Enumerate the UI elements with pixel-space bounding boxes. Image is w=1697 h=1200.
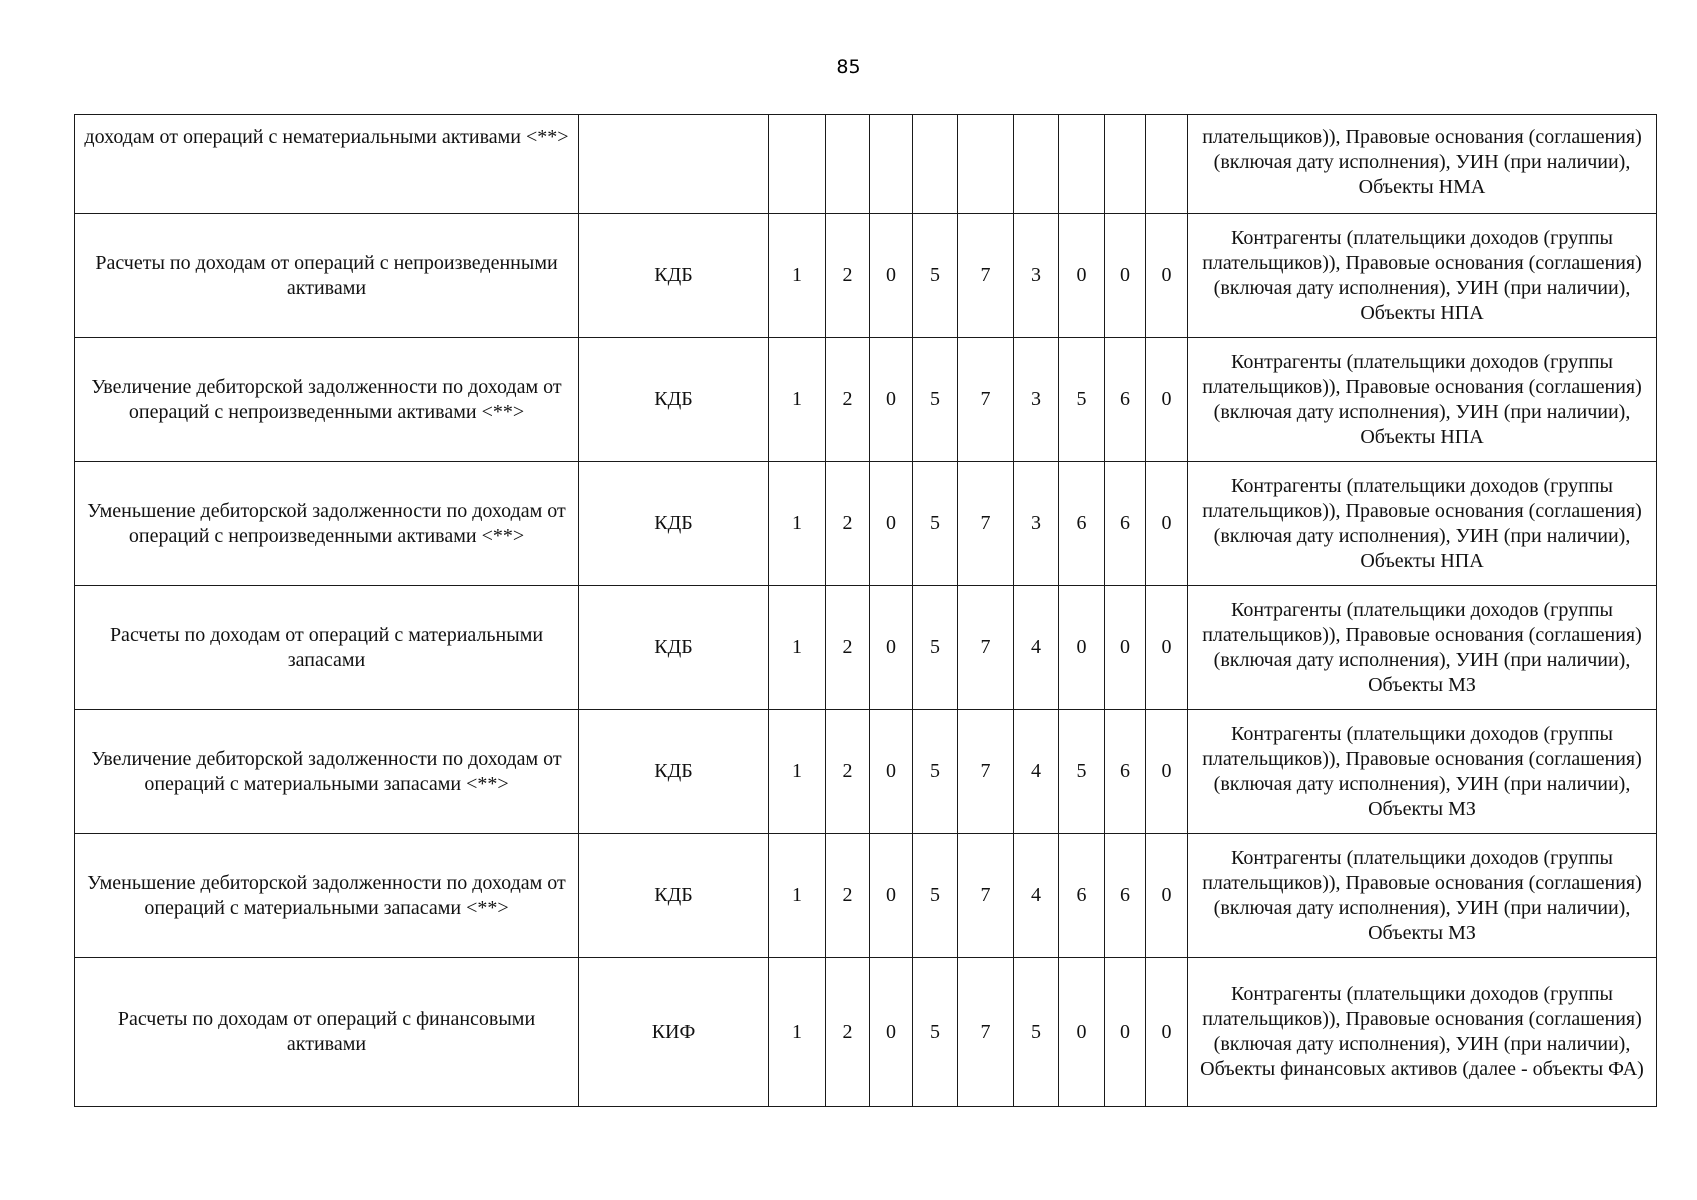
digit-cell: 2 (826, 958, 870, 1107)
digit-cell: 6 (1105, 338, 1146, 462)
digit-cell: 5 (913, 710, 958, 834)
digit-cell: 0 (1059, 214, 1105, 338)
digit-cell: 7 (958, 214, 1014, 338)
digit-cell: 0 (870, 834, 913, 958)
digit-cell: 0 (1146, 586, 1188, 710)
account-name-cell: доходам от операций с нематериальными активами <**> (75, 115, 579, 214)
digit-cell (1014, 115, 1059, 214)
table-row (75, 710, 1657, 834)
code-cell: КИФ (579, 958, 769, 1107)
digit-cell (826, 115, 870, 214)
account-name-cell: Увеличение дебиторской задолженности по доходам от операций с непроизведенными активами <**> (75, 338, 579, 462)
analytics-cell: Контрагенты (плательщики доходов (группы плательщиков)), Правовые основания (соглашения) (включая дату исполнения), УИН (при наличии), Объекты финансовых активов (далее - объекты ФА) (1188, 958, 1657, 1107)
account-name-cell: Расчеты по доходам от операций с финансовыми активами (75, 958, 579, 1107)
digit-cell: 0 (870, 462, 913, 586)
analytics-cell: Контрагенты (плательщики доходов (группы плательщиков)), Правовые основания (соглашения) (включая дату исполнения), УИН (при наличии), Объекты МЗ (1188, 710, 1657, 834)
digit-cell: 2 (826, 214, 870, 338)
digit-cell: 0 (870, 586, 913, 710)
digit-cell: 6 (1105, 834, 1146, 958)
table-row (75, 338, 1657, 462)
digit-cell: 0 (1146, 958, 1188, 1107)
digit-cell: 4 (1014, 834, 1059, 958)
code-cell: КДБ (579, 834, 769, 958)
digit-cell: 6 (1105, 710, 1146, 834)
digit-cell: 2 (826, 586, 870, 710)
analytics-cell: Контрагенты (плательщики доходов (группы плательщиков)), Правовые основания (соглашения) (включая дату исполнения), УИН (при наличии), Объекты НПА (1188, 214, 1657, 338)
digit-cell: 5 (913, 586, 958, 710)
digit-cell: 5 (913, 958, 958, 1107)
digit-cell: 6 (1059, 834, 1105, 958)
digit-cell: 5 (1059, 338, 1105, 462)
digit-cell: 7 (958, 710, 1014, 834)
account-name-cell: Уменьшение дебиторской задолженности по доходам от операций с непроизведенными активами <**> (75, 462, 579, 586)
digit-cell: 7 (958, 958, 1014, 1107)
digit-cell (958, 115, 1014, 214)
digit-cell: 3 (1014, 214, 1059, 338)
table-row (75, 462, 1657, 586)
digit-cell: 3 (1014, 462, 1059, 586)
page-number: 85 (836, 56, 861, 78)
table-row (75, 214, 1657, 338)
digit-cell: 6 (1059, 462, 1105, 586)
accounts-table (74, 114, 1657, 1107)
digit-cell (1059, 115, 1105, 214)
digit-cell: 3 (1014, 338, 1059, 462)
digit-cell: 7 (958, 586, 1014, 710)
digit-cell: 1 (769, 958, 826, 1107)
digit-cell: 2 (826, 834, 870, 958)
digit-cell: 0 (1146, 710, 1188, 834)
analytics-cell: Контрагенты (плательщики доходов (группы плательщиков)), Правовые основания (соглашения) (включая дату исполнения), УИН (при наличии), Объекты МЗ (1188, 586, 1657, 710)
digit-cell: 0 (1146, 338, 1188, 462)
digit-cell: 0 (870, 958, 913, 1107)
digit-cell: 0 (1105, 214, 1146, 338)
code-cell: КДБ (579, 338, 769, 462)
analytics-cell: Контрагенты (плательщики доходов (группы плательщиков)), Правовые основания (соглашения) (включая дату исполнения), УИН (при наличии), Объекты МЗ (1188, 834, 1657, 958)
digit-cell: 0 (1059, 586, 1105, 710)
digit-cell: 0 (1146, 834, 1188, 958)
digit-cell: 1 (769, 462, 826, 586)
digit-cell: 0 (1059, 958, 1105, 1107)
digit-cell: 1 (769, 834, 826, 958)
digit-cell: 0 (870, 710, 913, 834)
digit-cell: 0 (1105, 958, 1146, 1107)
digit-cell (1146, 115, 1188, 214)
digit-cell (769, 115, 826, 214)
digit-cell: 5 (1014, 958, 1059, 1107)
code-cell: КДБ (579, 586, 769, 710)
analytics-cell: Контрагенты (плательщики доходов (группы плательщиков)), Правовые основания (соглашения) (включая дату исполнения), УИН (при наличии), Объекты НПА (1188, 338, 1657, 462)
digit-cell: 2 (826, 710, 870, 834)
digit-cell: 5 (913, 834, 958, 958)
digit-cell: 4 (1014, 586, 1059, 710)
account-name-cell: Расчеты по доходам от операций с непроизведенными активами (75, 214, 579, 338)
digit-cell: 0 (1146, 214, 1188, 338)
table-row (75, 834, 1657, 958)
digit-cell: 2 (826, 462, 870, 586)
digit-cell: 1 (769, 586, 826, 710)
digit-cell: 5 (913, 338, 958, 462)
digit-cell: 2 (826, 338, 870, 462)
account-name-cell: Увеличение дебиторской задолженности по доходам от операций с материальными запасами <**> (75, 710, 579, 834)
table-row (75, 958, 1657, 1107)
digit-cell: 7 (958, 338, 1014, 462)
digit-cell: 0 (870, 338, 913, 462)
digit-cell: 0 (1105, 586, 1146, 710)
digit-cell: 7 (958, 462, 1014, 586)
analytics-cell: плательщиков)), Правовые основания (соглашения) (включая дату исполнения), УИН (при наличии), Объекты НМА (1188, 115, 1657, 214)
digit-cell: 5 (913, 214, 958, 338)
digit-cell: 0 (1146, 462, 1188, 586)
code-cell (579, 115, 769, 214)
digit-cell: 1 (769, 710, 826, 834)
account-name-cell: Расчеты по доходам от операций с материальными запасами (75, 586, 579, 710)
code-cell: КДБ (579, 710, 769, 834)
digit-cell: 7 (958, 834, 1014, 958)
digit-cell (1105, 115, 1146, 214)
digit-cell (870, 115, 913, 214)
digit-cell (913, 115, 958, 214)
code-cell: КДБ (579, 214, 769, 338)
account-name-cell: Уменьшение дебиторской задолженности по доходам от операций с материальными запасами <**> (75, 834, 579, 958)
digit-cell: 1 (769, 214, 826, 338)
digit-cell: 0 (870, 214, 913, 338)
digit-cell: 5 (913, 462, 958, 586)
table-row (75, 586, 1657, 710)
table-row (75, 115, 1657, 214)
digit-cell: 5 (1059, 710, 1105, 834)
digit-cell: 1 (769, 338, 826, 462)
analytics-cell: Контрагенты (плательщики доходов (группы плательщиков)), Правовые основания (соглашения) (включая дату исполнения), УИН (при наличии), Объекты НПА (1188, 462, 1657, 586)
digit-cell: 4 (1014, 710, 1059, 834)
digit-cell: 6 (1105, 462, 1146, 586)
code-cell: КДБ (579, 462, 769, 586)
